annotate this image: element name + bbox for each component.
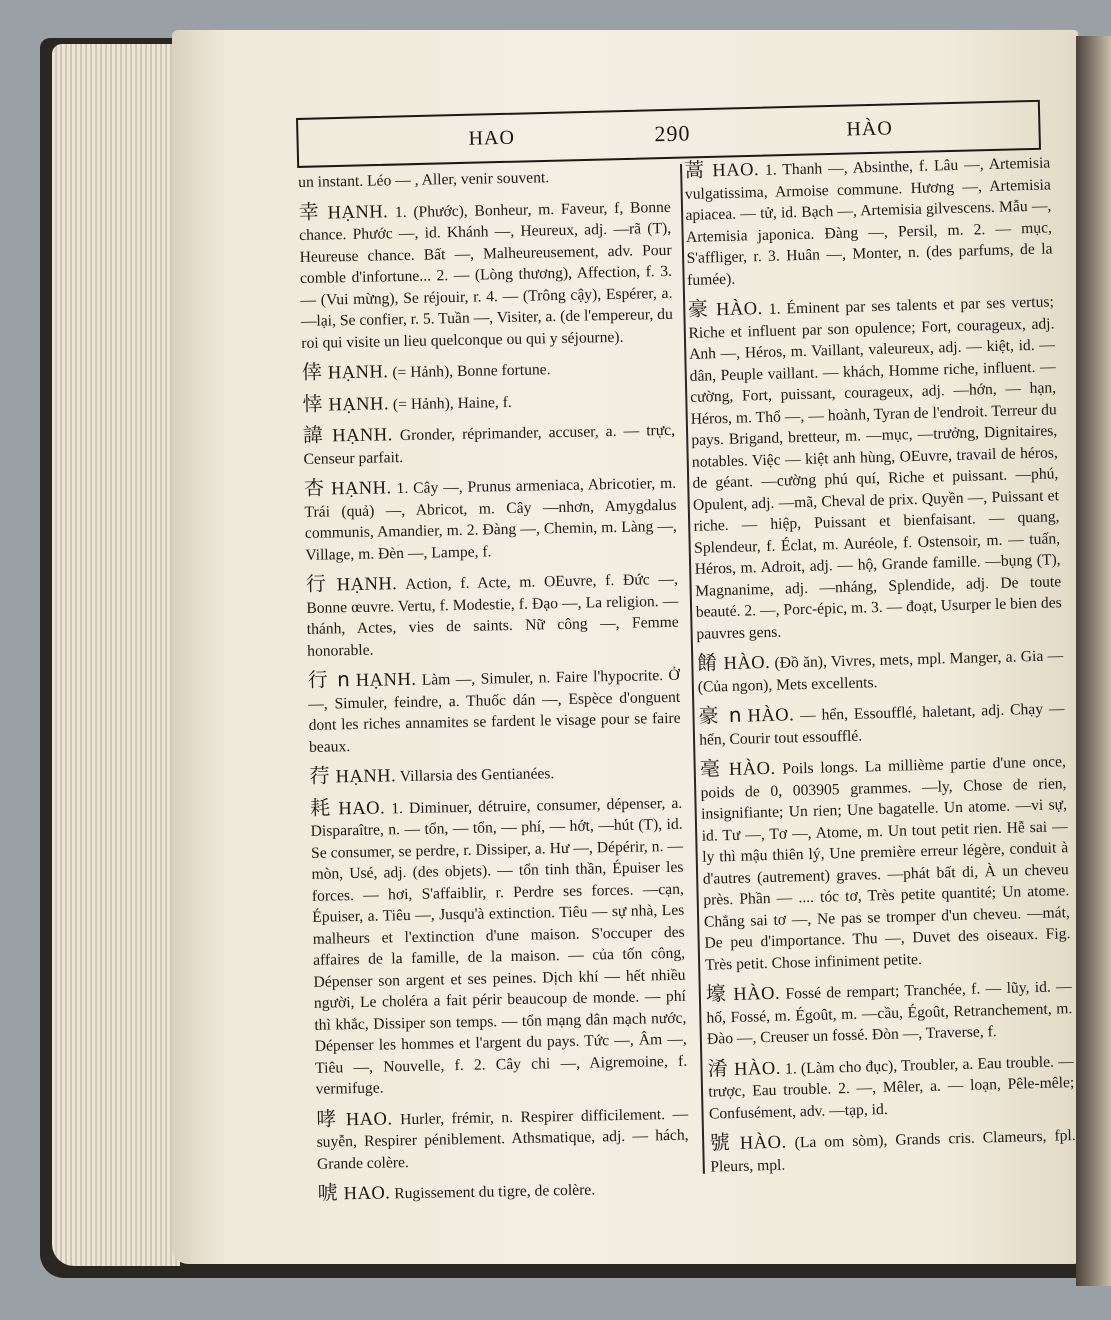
left-column	[298, 165, 690, 1214]
chinese-character: 耗	[309, 794, 333, 820]
headword: HAO.	[338, 797, 386, 819]
chinese-character: 唬	[317, 1180, 338, 1205]
entry-text: 1. (Phước), Bonheur, m. Faveur, f, Bonne chance. Phước —, id. Khánh —, Heureux, adj. —rã (T), Heureuse chance. Bất —, Malheureusement, adv. Pour comble d'infortune... 2. — (Lòng thương), Affection, f. 3. — (Vui mừng), Se réjouir, r. 4. — (Trông cậy), Espérer, a. —lại, Se confier, r. 5. Tuần —, Visiter, a. (de l'empereur, du roi qui visite un lieu quelconque ou qui y séjourne).	[299, 198, 673, 352]
headword: HÀO.	[728, 758, 776, 781]
headword: HẠNH.	[332, 425, 393, 447]
entry-text: un instant. Léo — , Aller, venir souvent.	[298, 169, 550, 191]
chinese-character: 幸	[298, 199, 322, 224]
headword: HAO.	[345, 1108, 393, 1130]
headword: HÀO.	[733, 983, 781, 1005]
entry-text: 1. Cây —, Prunus armeniaca, Abricotier, m. Trái (quả) —, Abricot, m. Cây —nhơn, Amygdalus communis, Amandier, m. 2. Đàng —, Chemin, m. Làng —, Village, m. Đèn —, Lampe, f.	[304, 474, 678, 564]
entry-text: — hển, Essoufflé, haletant, adj. Chạy — hển, Courir tout essoufflé.	[698, 700, 1065, 749]
dictionary-entry	[317, 1176, 689, 1207]
dictionary-entry	[706, 974, 1074, 1050]
running-head-right: HÀO	[846, 117, 894, 141]
headword: HẠNH.	[327, 362, 389, 384]
dictionary-entry	[303, 418, 676, 470]
chinese-character: 哮	[315, 1105, 341, 1131]
headword: HÀO.	[733, 1058, 782, 1080]
chinese-character: 號	[709, 1130, 735, 1155]
chinese-character: 悻	[302, 391, 323, 416]
entry-text: (La om sòm), Grands cris. Clameurs, fpl. Pleurs, mpl.	[710, 1127, 1076, 1176]
headword: HẠNH.	[355, 669, 417, 691]
chinese-character: 壕	[705, 981, 728, 1006]
page-edges	[52, 44, 180, 1266]
dictionary-entry	[709, 1123, 1076, 1178]
entry-text: (= Hảnh), Haine, f.	[392, 393, 512, 413]
chinese-character: 淆	[707, 1055, 729, 1081]
dictionary-entry	[299, 194, 674, 354]
dictionary-entry	[684, 150, 1053, 291]
headword: HÀO.	[715, 298, 764, 321]
headword: HẠNH.	[328, 393, 390, 415]
headword: HẠNH.	[335, 766, 397, 788]
entry-text: 1. Diminuer, détruire, consumer, dépenser, a. Disparaître, n. — tổn, — tổn, — phí, — hớt, —hút (T), id. Se consumer, se perdre, r. Dissiper, a. Hư —, Dépérir, n. —mòn, Usé, adj. (des objets). — tổn tinh thần, Épuiser les forces. — hơi, S'affaiblir, r. Perdre ses forces. —cạn, Épuiser, a. Tiêu —, Jusqu'à extinction. Tiêu — sự nhà, Les malheurs et l'extinction d'une maison. S'occuper des affaires de la famille, de la maison. — của tốn công, Dépenser son argent et ses peines. Dịch khí — hết nhiều người, Le choléra a fait périr beaucoup de monde. — phí thì khắc, Dissiper son temps. — tổn mạng dân mạch nước, Dépenser les hommes et l'argent du pays. Tức —, Âm —, Tiêu —, Nouvelle, f. 2. Cây chi —, Aigremoine, f. vermifuge.	[310, 794, 688, 1098]
dictionary-entry	[316, 1101, 689, 1175]
entry-text: Action, f. Acte, m. OEuvre, f. Đức —, Bonne œuvre. Vertu, f. Modestie, f. Đạo —, La religion. —thánh, Actes, vies de saints. Nữ công —, Femme honorable.	[306, 570, 679, 660]
entry-text: Poils longs. La millième partie d'une once, poids de 0, 003905 grammes. —ly, Chose de rien, insignifiante; Un rien; Une bagatelle. Un atome. —vi sự, id. Tư —, Tơ —, Atome, m. Un tout petit rien. Hễ sai — ly thì mậu thiên lý, Une première erreur légère, conduit à d'autres (autrement) graves. —phát bất di, À un cheveu près. Phần — .... tóc tơ, Très petite quantité; Un atome. Chẳng sai tơ —, Ne pas se tromper d'un cheveu. —mát, De peu d'importance. Thu —, Duvet des oiseaux. Fig. Très petit. Chose infiniment petite.	[700, 753, 1071, 974]
chinese-character: 諱	[302, 422, 327, 447]
dictionary-entry	[310, 790, 688, 1100]
dictionary-entry	[700, 749, 1072, 976]
headword: HAO.	[712, 160, 760, 182]
entry-text: Gronder, réprimander, accuser, a. — trực, Censeur parfait.	[303, 421, 676, 468]
dictionary-entry	[302, 386, 674, 417]
chinese-character: 餚	[696, 650, 718, 675]
headword: HÀO.	[747, 705, 795, 727]
chinese-character: 杏	[303, 475, 326, 500]
dictionary-entry	[302, 355, 674, 386]
headword: HẠNH.	[336, 574, 398, 596]
dictionary-entry	[698, 696, 1065, 751]
entry-text: (= Hảnh), Bonne fortune.	[392, 361, 551, 382]
headword: HÀO.	[739, 1132, 787, 1154]
headword: HÀO.	[723, 652, 771, 675]
entry-text: 1. Éminent par ses talents et par ses vertus; Riche et influent par son opulence; Fort, courageux, adj. Anh —, Héros, m. Vaillant, valeureux, adj. — kiệt, id. — dân, Peuple vaillant. — khách, Homme riche, influent. — cường, Fort, puissant, courageux, adj. —hớn, — hạn, Héros, m. Thổ —, — hoành, Tyran de l'endroit. Terreur du pays. Brigand, bretteur, m. —mục, —trưởng, Dignitaires, notables. Việc — kiệt anh hùng, OEuvre, travail de héros, de géant. —cường phú quí, Riche et puissant. —phú, Opulent, adj. —mã, Cheval de prix. Quyền —, Puissant et riche. — hiệp, Puissant et bienfaisant. — quang, Splendeur, f. Éclat, m. Auréole, f. Ostensoir, m. — tuấn, Héros, m. Adroit, adj. — hộ, Grande famille. —bụng (T), Magnanime, adj. —nháng, Splendide, adj. De toute beauté. 2. —, Porc-épic, m. 3. — đoạt, Usurper le bien des pauvres gens.	[688, 293, 1062, 643]
chinese-character: 荇	[309, 763, 330, 788]
chinese-character: 倖	[301, 359, 323, 384]
headword: HẠNH.	[327, 201, 389, 223]
headword: HAO.	[343, 1183, 391, 1205]
chinese-character: 豪	[687, 296, 711, 321]
entry-text: Rugissement du tigre, de colère.	[394, 1181, 596, 1203]
page-number: 290	[654, 120, 691, 147]
dictionary-entry	[308, 663, 682, 758]
chinese-character: 豪 n	[698, 702, 742, 728]
chinese-character: 行 n	[307, 667, 351, 692]
chinese-character: 蒿	[683, 157, 707, 182]
entry-text: 1. (Làm cho đục), Troubler, a. Eau trouble. — trược, Eau trouble. 2. —, Mêler, a. — loạn, Pêle-mêle; Confusément, adv. —tạp, id.	[708, 1052, 1075, 1123]
dictionary-entry	[309, 759, 681, 790]
entry-text: Làm —, Simuler, n. Faire l'hypocrite. Ở —, Simuler, feindre, a. Thuốc dán —, Espèce d'onguent dont les riches annamites se fardent le visage pour se faire beaux.	[308, 666, 681, 756]
chinese-character: 毫	[699, 756, 724, 781]
facing-page-edge	[1076, 36, 1111, 1286]
dictionary-entry	[306, 567, 680, 662]
entry-text: 1. Thanh —, Absinthe, f. Lâu —, Artemisia vulgatissima, Armoise commune. Hương —, Artemisia apiacea. — tử, id. Bạch —, Artemisia gilvescens. Mẫu —, Artemisia japonica. Đàng —, Persil, m. 2. — mục, S'affliger, r. 3. Huân —, Monter, n. (des parfums, de la fumée).	[684, 154, 1053, 289]
entry-text: Fossé de rempart; Tranchée, f. — lũy, id. — hố, Fossé, m. Égoût, m. —cầu, Égoût, Retranchement, m. Đào —, Creuser un fossé. Đòn —, Traverse, f.	[706, 978, 1073, 1048]
headword: HẠNH.	[330, 478, 392, 500]
dictionary-entry	[688, 289, 1063, 644]
dictionary-entry	[708, 1049, 1076, 1125]
entry-text: (Đồ ăn), Vivres, mets, mpl. Manger, a. Gia — (Của ngon), Mets excellents.	[697, 647, 1064, 696]
right-column	[684, 150, 1077, 1185]
dictionary-entry	[304, 471, 678, 566]
entry-text: Hurler, frémir, n. Respirer difficilement. —suyễn, Respirer péniblement. Athsmatique, adj. — hách, Grande colère.	[316, 1105, 689, 1173]
entry-text: Villarsia des Gentianées.	[399, 765, 555, 786]
running-head-left: HAO	[468, 126, 516, 150]
chinese-character: 行	[305, 571, 331, 596]
dictionary-entry	[697, 643, 1064, 698]
